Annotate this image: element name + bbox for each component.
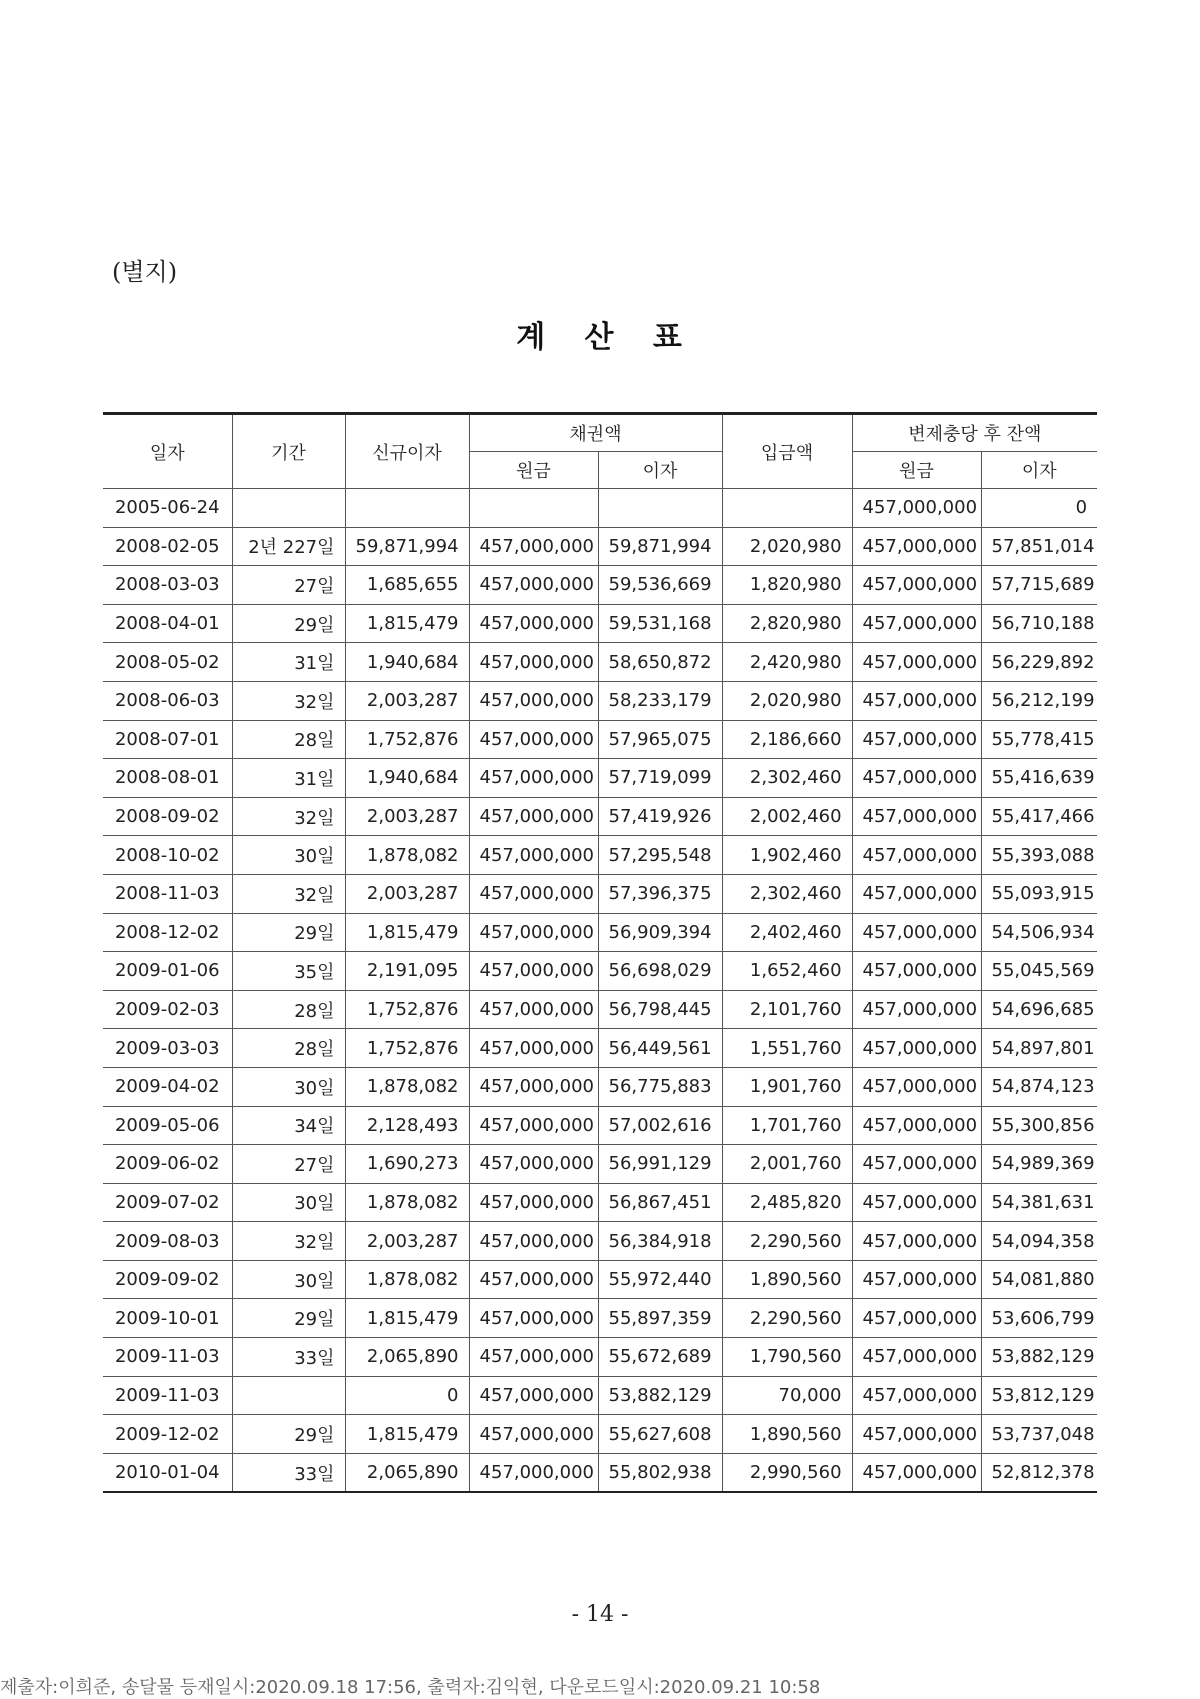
new-interest-cell: 1,878,082 [345,1067,469,1106]
new-interest-cell [345,489,469,528]
balance-interest-cell: 56,229,892 [981,643,1097,682]
deposit-cell: 2,290,560 [722,1299,852,1338]
period-cell: 27일 [232,566,345,605]
new-interest-cell: 2,128,493 [345,1106,469,1145]
table-row [103,797,1097,836]
period-cell: 30일 [232,1260,345,1299]
claim-principal-cell: 457,000,000 [469,836,598,875]
claim-interest-cell: 58,233,179 [598,681,722,720]
claim-principal-cell: 457,000,000 [469,990,598,1029]
claim-interest-cell: 56,991,129 [598,1145,722,1184]
balance-interest-cell: 54,989,369 [981,1145,1097,1184]
period-cell: 30일 [232,1183,345,1222]
date-cell: 2008-11-03 [103,874,232,913]
balance-interest-cell: 55,416,639 [981,759,1097,798]
balance-principal-cell: 457,000,000 [852,1260,981,1299]
deposit-cell: 70,000 [722,1376,852,1415]
claim-principal-cell: 457,000,000 [469,1338,598,1377]
date-cell: 2008-04-01 [103,604,232,643]
deposit-cell: 2,485,820 [722,1183,852,1222]
date-cell: 2008-09-02 [103,797,232,836]
date-cell: 2009-10-01 [103,1299,232,1338]
date-cell: 2009-02-03 [103,990,232,1029]
claim-principal-cell: 457,000,000 [469,874,598,913]
date-cell: 2009-11-03 [103,1376,232,1415]
deposit-cell: 2,020,980 [722,527,852,566]
new-interest-cell: 1,878,082 [345,1260,469,1299]
table-row [103,604,1097,643]
footer-submission-info: 제출자:이희준, 송달물 등재일시:2020.09.18 17:56, 출력자:김익현, 다운로드일시:2020.09.21 10:58 [0,1677,821,1698]
deposit-cell: 2,101,760 [722,990,852,1029]
balance-interest-cell: 53,882,129 [981,1338,1097,1377]
period-cell: 29일 [232,1415,345,1454]
balance-interest-cell: 56,710,188 [981,604,1097,643]
balance-interest-cell: 57,851,014 [981,527,1097,566]
period-cell: 28일 [232,720,345,759]
balance-principal-cell: 457,000,000 [852,874,981,913]
claim-interest-cell: 56,698,029 [598,952,722,991]
date-cell: 2009-03-03 [103,1029,232,1068]
claim-principal-cell: 457,000,000 [469,759,598,798]
claim-principal-cell: 457,000,000 [469,566,598,605]
deposit-cell [722,489,852,528]
balance-principal-cell: 457,000,000 [852,1067,981,1106]
header-balance-group: 변제충당 후 잔액 [852,414,1097,452]
claim-interest-cell: 57,719,099 [598,759,722,798]
table-row [103,566,1097,605]
balance-interest-cell: 55,393,088 [981,836,1097,875]
table-row [103,1106,1097,1145]
balance-principal-cell: 457,000,000 [852,1106,981,1145]
new-interest-cell: 2,065,890 [345,1338,469,1377]
claim-interest-cell: 53,882,129 [598,1376,722,1415]
balance-interest-cell: 55,045,569 [981,952,1097,991]
period-cell [232,1376,345,1415]
date-cell: 2010-01-04 [103,1453,232,1492]
new-interest-cell: 2,003,287 [345,797,469,836]
balance-interest-cell: 54,081,880 [981,1260,1097,1299]
balance-principal-cell: 457,000,000 [852,797,981,836]
new-interest-cell: 1,685,655 [345,566,469,605]
balance-interest-cell: 53,606,799 [981,1299,1097,1338]
period-cell: 31일 [232,643,345,682]
date-cell: 2009-12-02 [103,1415,232,1454]
table-row [103,681,1097,720]
new-interest-cell: 1,940,684 [345,759,469,798]
claim-interest-cell: 57,396,375 [598,874,722,913]
document-title: 계 산 표 [516,320,684,355]
deposit-cell: 1,820,980 [722,566,852,605]
claim-interest-cell: 55,897,359 [598,1299,722,1338]
period-cell: 31일 [232,759,345,798]
date-cell: 2008-07-01 [103,720,232,759]
new-interest-cell: 2,191,095 [345,952,469,991]
header-deposit: 입금액 [722,414,852,489]
date-cell: 2009-01-06 [103,952,232,991]
table-row [103,990,1097,1029]
deposit-cell: 1,551,760 [722,1029,852,1068]
claim-interest-cell: 56,775,883 [598,1067,722,1106]
balance-interest-cell: 55,778,415 [981,720,1097,759]
balance-interest-cell: 52,812,378 [981,1453,1097,1492]
claim-principal-cell: 457,000,000 [469,1222,598,1261]
new-interest-cell: 1,815,479 [345,913,469,952]
balance-interest-cell: 54,381,631 [981,1183,1097,1222]
table-row [103,1029,1097,1068]
date-cell: 2008-12-02 [103,913,232,952]
deposit-cell: 2,990,560 [722,1453,852,1492]
new-interest-cell: 2,003,287 [345,681,469,720]
calculation-table [103,412,1097,1493]
table-row [103,1183,1097,1222]
balance-principal-cell: 457,000,000 [852,1029,981,1068]
balance-principal-cell: 457,000,000 [852,566,981,605]
table-row [103,836,1097,875]
header-period: 기간 [232,414,345,489]
date-cell: 2009-07-02 [103,1183,232,1222]
claim-principal-cell: 457,000,000 [469,797,598,836]
table-row [103,489,1097,528]
balance-interest-cell: 55,417,466 [981,797,1097,836]
period-cell: 33일 [232,1453,345,1492]
balance-interest-cell: 54,696,685 [981,990,1097,1029]
claim-interest-cell: 57,419,926 [598,797,722,836]
period-cell: 30일 [232,1067,345,1106]
balance-principal-cell: 457,000,000 [852,990,981,1029]
claim-interest-cell: 56,867,451 [598,1183,722,1222]
new-interest-cell: 0 [345,1376,469,1415]
balance-principal-cell: 457,000,000 [852,1338,981,1377]
balance-principal-cell: 457,000,000 [852,1183,981,1222]
period-cell: 34일 [232,1106,345,1145]
claim-principal-cell [469,489,598,528]
table-row [103,1415,1097,1454]
claim-interest-cell: 59,531,168 [598,604,722,643]
page-number: - 14 - [571,1602,629,1627]
period-cell: 29일 [232,1299,345,1338]
balance-principal-cell: 457,000,000 [852,527,981,566]
table-body [103,489,1097,1493]
balance-principal-cell: 457,000,000 [852,1299,981,1338]
balance-principal-cell: 457,000,000 [852,1453,981,1492]
table-row [103,913,1097,952]
date-cell: 2009-08-03 [103,1222,232,1261]
new-interest-cell: 1,690,273 [345,1145,469,1184]
deposit-cell: 2,302,460 [722,874,852,913]
new-interest-cell: 1,752,876 [345,1029,469,1068]
claim-principal-cell: 457,000,000 [469,720,598,759]
balance-interest-cell: 54,094,358 [981,1222,1097,1261]
balance-principal-cell: 457,000,000 [852,643,981,682]
period-cell: 32일 [232,681,345,720]
period-cell: 30일 [232,836,345,875]
date-cell: 2008-02-05 [103,527,232,566]
date-cell: 2009-06-02 [103,1145,232,1184]
claim-principal-cell: 457,000,000 [469,1183,598,1222]
header-new-interest: 신규이자 [345,414,469,489]
deposit-cell: 1,790,560 [722,1338,852,1377]
claim-principal-cell: 457,000,000 [469,604,598,643]
table-row [103,1260,1097,1299]
date-cell: 2008-03-03 [103,566,232,605]
header-claim-principal: 원금 [469,452,598,489]
balance-principal-cell: 457,000,000 [852,720,981,759]
balance-interest-cell: 54,897,801 [981,1029,1097,1068]
claim-principal-cell: 457,000,000 [469,1145,598,1184]
deposit-cell: 2,186,660 [722,720,852,759]
header-row-top [103,414,1097,452]
date-cell: 2008-10-02 [103,836,232,875]
period-cell: 28일 [232,990,345,1029]
new-interest-cell: 2,003,287 [345,874,469,913]
claim-interest-cell: 55,972,440 [598,1260,722,1299]
header-balance-interest: 이자 [981,452,1097,489]
claim-interest-cell: 56,798,445 [598,990,722,1029]
period-cell: 33일 [232,1338,345,1377]
date-cell: 2009-09-02 [103,1260,232,1299]
balance-principal-cell: 457,000,000 [852,913,981,952]
table-row [103,720,1097,759]
claim-interest-cell: 56,384,918 [598,1222,722,1261]
claim-principal-cell: 457,000,000 [469,1029,598,1068]
balance-principal-cell: 457,000,000 [852,1415,981,1454]
period-cell: 35일 [232,952,345,991]
balance-interest-cell: 55,300,856 [981,1106,1097,1145]
deposit-cell: 1,901,760 [722,1067,852,1106]
table-row [103,1222,1097,1261]
claim-principal-cell: 457,000,000 [469,527,598,566]
balance-interest-cell: 54,874,123 [981,1067,1097,1106]
deposit-cell: 2,020,980 [722,681,852,720]
deposit-cell: 1,890,560 [722,1260,852,1299]
table-row [103,1376,1097,1415]
claim-interest-cell: 59,536,669 [598,566,722,605]
claim-interest-cell: 55,672,689 [598,1338,722,1377]
table-row [103,952,1097,991]
date-cell: 2008-06-03 [103,681,232,720]
attachment-label: (별지) [112,258,178,286]
period-cell: 32일 [232,1222,345,1261]
period-cell: 28일 [232,1029,345,1068]
balance-interest-cell: 57,715,689 [981,566,1097,605]
claim-interest-cell: 55,802,938 [598,1453,722,1492]
claim-principal-cell: 457,000,000 [469,1067,598,1106]
balance-interest-cell: 53,812,129 [981,1376,1097,1415]
new-interest-cell: 1,752,876 [345,990,469,1029]
new-interest-cell: 1,940,684 [345,643,469,682]
new-interest-cell: 1,815,479 [345,604,469,643]
balance-principal-cell: 457,000,000 [852,836,981,875]
table-row [103,527,1097,566]
period-cell: 29일 [232,604,345,643]
deposit-cell: 1,652,460 [722,952,852,991]
claim-interest-cell [598,489,722,528]
claim-interest-cell: 57,002,616 [598,1106,722,1145]
balance-principal-cell: 457,000,000 [852,681,981,720]
deposit-cell: 2,001,760 [722,1145,852,1184]
header-balance-principal: 원금 [852,452,981,489]
deposit-cell: 2,420,980 [722,643,852,682]
calculation-table-container [103,412,1097,1493]
balance-interest-cell: 54,506,934 [981,913,1097,952]
period-cell: 27일 [232,1145,345,1184]
balance-principal-cell: 457,000,000 [852,1376,981,1415]
deposit-cell: 1,890,560 [722,1415,852,1454]
claim-principal-cell: 457,000,000 [469,643,598,682]
claim-interest-cell: 56,909,394 [598,913,722,952]
header-claim-interest: 이자 [598,452,722,489]
date-cell: 2005-06-24 [103,489,232,528]
date-cell: 2009-11-03 [103,1338,232,1377]
claim-principal-cell: 457,000,000 [469,952,598,991]
new-interest-cell: 2,065,890 [345,1453,469,1492]
balance-interest-cell: 0 [981,489,1097,528]
deposit-cell: 2,302,460 [722,759,852,798]
table-row [103,874,1097,913]
claim-principal-cell: 457,000,000 [469,1299,598,1338]
balance-principal-cell: 457,000,000 [852,489,981,528]
claim-interest-cell: 57,965,075 [598,720,722,759]
table-row [103,1453,1097,1492]
claim-interest-cell: 55,627,608 [598,1415,722,1454]
claim-interest-cell: 56,449,561 [598,1029,722,1068]
deposit-cell: 2,290,560 [722,1222,852,1261]
claim-principal-cell: 457,000,000 [469,913,598,952]
header-claim-group: 채권액 [469,414,722,452]
table-row [103,1067,1097,1106]
claim-principal-cell: 457,000,000 [469,1453,598,1492]
date-cell: 2008-05-02 [103,643,232,682]
claim-principal-cell: 457,000,000 [469,1415,598,1454]
balance-interest-cell: 55,093,915 [981,874,1097,913]
period-cell [232,489,345,528]
period-cell: 2년 227일 [232,527,345,566]
deposit-cell: 2,820,980 [722,604,852,643]
date-cell: 2009-04-02 [103,1067,232,1106]
balance-interest-cell: 53,737,048 [981,1415,1097,1454]
new-interest-cell: 1,878,082 [345,836,469,875]
deposit-cell: 1,701,760 [722,1106,852,1145]
table-row [103,759,1097,798]
balance-principal-cell: 457,000,000 [852,604,981,643]
table-row [103,643,1097,682]
balance-principal-cell: 457,000,000 [852,1222,981,1261]
balance-principal-cell: 457,000,000 [852,1145,981,1184]
balance-principal-cell: 457,000,000 [852,952,981,991]
claim-principal-cell: 457,000,000 [469,1106,598,1145]
new-interest-cell: 1,752,876 [345,720,469,759]
table-row [103,1145,1097,1184]
claim-principal-cell: 457,000,000 [469,1260,598,1299]
claim-interest-cell: 57,295,548 [598,836,722,875]
new-interest-cell: 1,815,479 [345,1415,469,1454]
table-row [103,1299,1097,1338]
balance-interest-cell: 56,212,199 [981,681,1097,720]
date-cell: 2008-08-01 [103,759,232,798]
new-interest-cell: 59,871,994 [345,527,469,566]
balance-principal-cell: 457,000,000 [852,759,981,798]
claim-principal-cell: 457,000,000 [469,681,598,720]
new-interest-cell: 1,878,082 [345,1183,469,1222]
table-row [103,1338,1097,1377]
deposit-cell: 2,002,460 [722,797,852,836]
date-cell: 2009-05-06 [103,1106,232,1145]
claim-interest-cell: 59,871,994 [598,527,722,566]
deposit-cell: 2,402,460 [722,913,852,952]
header-date: 일자 [103,414,232,489]
period-cell: 29일 [232,913,345,952]
period-cell: 32일 [232,797,345,836]
claim-principal-cell: 457,000,000 [469,1376,598,1415]
claim-interest-cell: 58,650,872 [598,643,722,682]
deposit-cell: 1,902,460 [722,836,852,875]
period-cell: 32일 [232,874,345,913]
new-interest-cell: 2,003,287 [345,1222,469,1261]
new-interest-cell: 1,815,479 [345,1299,469,1338]
